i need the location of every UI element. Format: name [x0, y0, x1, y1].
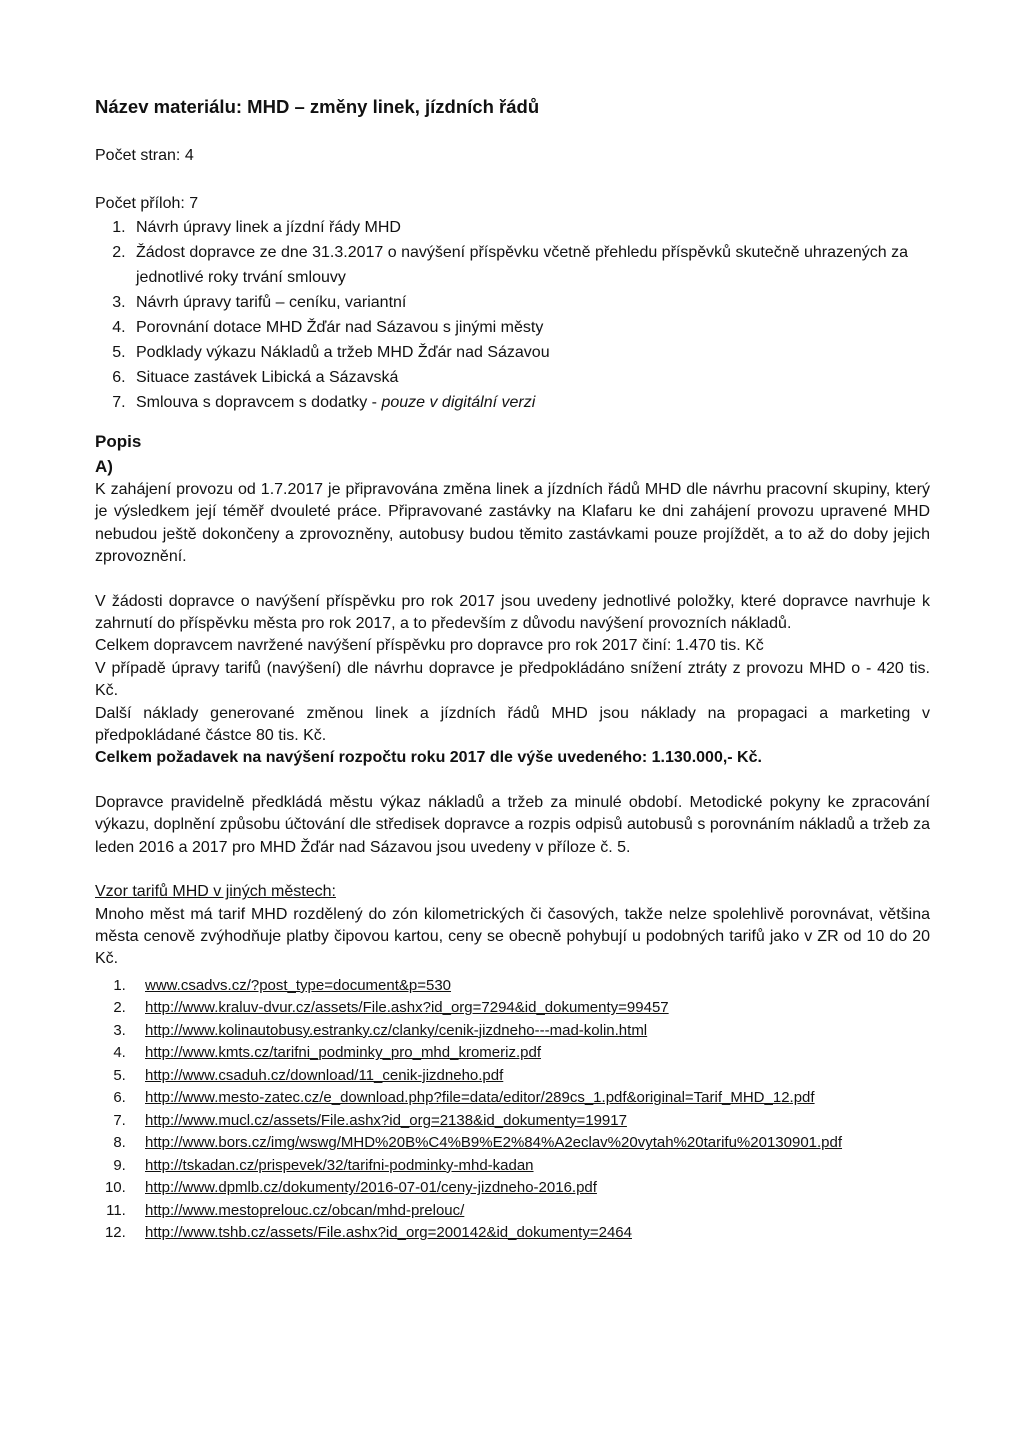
link-item — [130, 975, 930, 998]
attachment-item: 1. Návrh úpravy linek a jízdní řády MHD — [130, 215, 930, 240]
link-item — [130, 1200, 930, 1223]
tariff-link[interactable]: http://www.tshb.cz/assets/File.ashx?id_org=200142&id_dokumenty=2464 — [145, 1224, 632, 1242]
paragraph-cost-report: Dopravce pravidelně předkládá městu výkaz nákladů a tržeb za minulé období. Metodické pokyny ke zpracování výkazu, doplnění způsobu účtování dle středisek dopravce a rozpis odpisů autobusů s porovnáním nákladů a tržeb za leden 2016 a 2017 pro MHD Žďár nad Sázavou jsou uvedeny v příloze č. 5. — [95, 793, 930, 856]
subsection-a: A) — [95, 457, 113, 476]
attachment-count: Počet příloh: 7 — [95, 195, 199, 212]
paragraph-total-increase: Celkem dopravcem navržené navýšení příspěvku pro dopravce pro rok 2017 činí: 1.470 tis. Kč — [95, 637, 764, 655]
link-item — [130, 1177, 930, 1200]
link-item — [130, 1065, 930, 1088]
paragraph-marketing-costs: Další náklady generované změnou linek a jízdních řádů MHD jsou náklady na propagaci a marketing v předpokládané částce 80 tis. Kč. — [95, 704, 930, 745]
attachment-7-text: Smlouva s dopravcem s dodatky - — [136, 394, 382, 411]
tariff-link[interactable]: http://www.csaduh.cz/download/11_cenik-jizdneho.pdf — [145, 1066, 504, 1084]
tariffs-heading: Vzor tarifů MHD v jiných městech: — [95, 883, 336, 901]
link-item — [130, 1020, 930, 1043]
link-item — [130, 1222, 930, 1245]
tariff-link[interactable]: http://www.kolinautobusy.estranky.cz/clanky/cenik-jizdneho---mad-kolin.html — [145, 1021, 648, 1039]
tariff-link[interactable]: http://www.mesto-zatec.cz/e_download.php?file=data/editor/289cs_1.pdf&original=Tarif_MHD_12.pdf — [145, 1089, 815, 1107]
tariff-links-list — [95, 975, 930, 1245]
attachment-list — [95, 215, 930, 415]
page-count: Počet stran: 4 — [95, 147, 194, 164]
tariffs-paragraph: Mnoho měst má tarif MHD rozdělený do zón kilometrických či časových, takže nelze spolehlivě porovnávat, většina města cenově zvýhodňuje platby čipovou kartou, ceny se obecně pohybují u podobných tarifů jako v ZR od 10 do 20 Kč. — [95, 905, 930, 968]
paragraph-total-budget-request: Celkem požadavek na navýšení rozpočtu roku 2017 dle výše uvedeného: 1.130.000,- Kč. — [95, 749, 762, 767]
attachment-item: 6. Situace zastávek Libická a Sázavská — [130, 365, 930, 390]
section-heading-popis: Popis — [95, 432, 142, 451]
link-item — [130, 1042, 930, 1065]
document-page — [95, 95, 930, 1245]
tariff-link[interactable]: http://www.bors.cz/img/wswg/MHD%20B%C4%B9%E2%84%A2eclav%20vytah%20tarifu%20130901.pdf — [145, 1134, 843, 1152]
link-item — [130, 1087, 930, 1110]
link-item — [130, 1132, 930, 1155]
attachment-item: 3. Návrh úpravy tarifů – ceníku, variantní — [130, 290, 930, 315]
attachment-item: 4. Porovnání dotace MHD Žďár nad Sázavou s jinými městy — [130, 315, 930, 340]
attachment-item — [130, 390, 930, 415]
paragraph-carrier-request: V žádosti dopravce o navýšení příspěvku pro rok 2017 jsou uvedeny jednotlivé položky, které dopravce navrhuje k zahrnutí do příspěvku města pro rok 2017, a to především z důvodu navýšení provozních nákladů. — [95, 592, 930, 633]
attachment-7-note: pouze v digitální verzi — [381, 394, 536, 411]
paragraph-start-of-operation: K zahájení provozu od 1.7.2017 je připravována změna linek a jízdních řádů MHD dle návrhu pracovní skupiny, který je výsledkem její téměř dvouleté práce. Připravované zastávky na Klafaru ke dni zahájení provozu upravené MHD nebudou ještě dokončeny a zprovozněny, autobusy budou těmito zastávkami pouze projíždět, a to až do doby jejich zprovoznění. — [95, 481, 930, 566]
link-item — [130, 1110, 930, 1133]
document-title: Název materiálu: MHD – změny linek, jízdních řádů — [95, 96, 540, 117]
tariff-link[interactable]: http://www.mucl.cz/assets/File.ashx?id_org=2138&id_dokumenty=19917 — [145, 1111, 627, 1129]
link-item — [130, 1155, 930, 1178]
tariff-link[interactable]: http://www.kmts.cz/tarifni_podminky_pro_mhd_kromeriz.pdf — [145, 1044, 541, 1062]
tariff-link[interactable]: www.csadvs.cz/?post_type=document&p=530 — [145, 976, 452, 994]
attachment-item: 2. Žádost dopravce ze dne 31.3.2017 o navýšení příspěvku včetně přehledu příspěvků skutečně uhrazených za jednotlivé roky trvání smlouvy — [130, 240, 930, 290]
tariff-link[interactable]: http://tskadan.cz/prispevek/32/tarifni-podminky-mhd-kadan — [145, 1156, 534, 1174]
tariff-link[interactable]: http://www.dpmlb.cz/dokumenty/2016-07-01/ceny-jizdneho-2016.pdf — [145, 1179, 597, 1197]
tariff-link[interactable]: http://www.mestoprelouc.cz/obcan/mhd-prelouc/ — [145, 1201, 465, 1219]
paragraph-tariff-adjustment: V případě úpravy tarifů (navýšení) dle návrhu dopravce je předpokládáno snížení ztráty z provozu MHD o - 420 tis. Kč. — [95, 659, 930, 700]
attachment-item: 5. Podklady výkazu Nákladů a tržeb MHD Žďár nad Sázavou — [130, 340, 930, 365]
tariff-link[interactable]: http://www.kraluv-dvur.cz/assets/File.ashx?id_org=7294&id_dokumenty=99457 — [145, 999, 669, 1017]
link-item — [130, 997, 930, 1020]
